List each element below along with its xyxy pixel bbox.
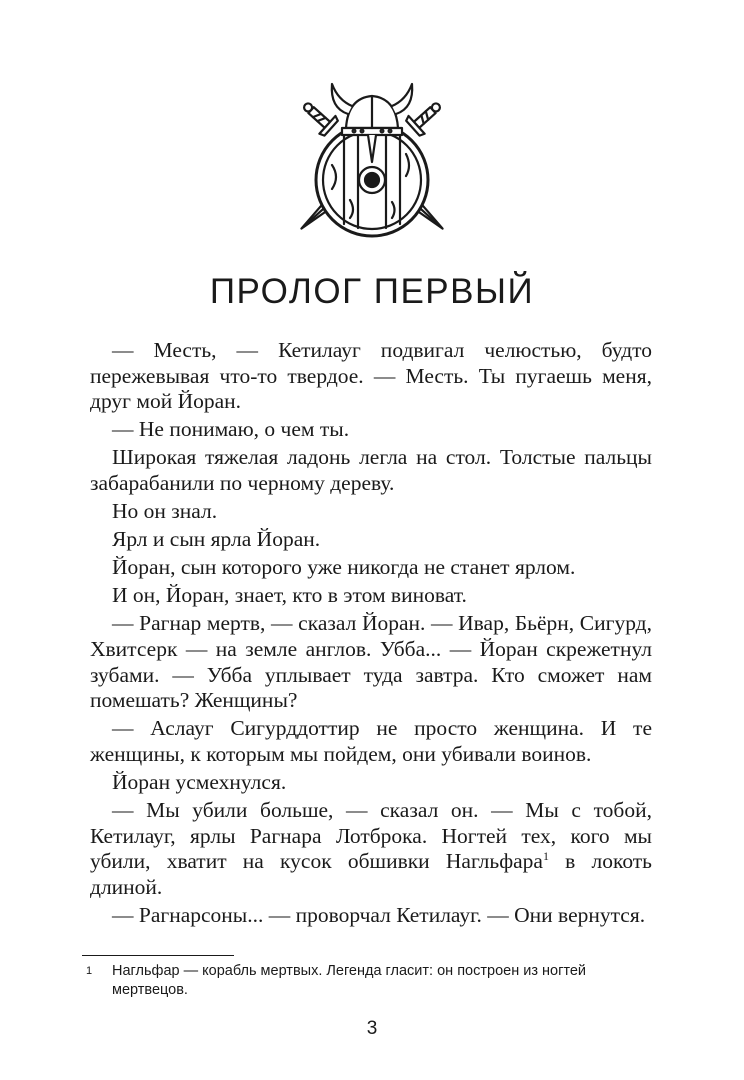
footnote-mark: 1: [86, 965, 93, 977]
paragraph: Йоран, сын которого уже никогда не станет ярлом.: [112, 555, 576, 580]
paragraph: — Рагнарсоны... — проворчал Кетилауг. — Они вернутся.: [112, 902, 646, 927]
paragraph: — Рагнар мертв, — сказал Йоран. — Ивар, Бьёрн, Сигурд, Хвитсерк — на земле англов. Убба... — Йоран скрежетнул зубами. — Убба уплывает туда завтра. Кто сможет нам помешать? Женщины?: [90, 611, 652, 713]
paragraph: — Не понимаю, о чем ты.: [112, 417, 350, 442]
paragraph: Ярл и сын ярла Йоран.: [112, 527, 321, 552]
footnote-reference[interactable]: 1: [542, 849, 549, 864]
footnote-divider: [82, 955, 234, 956]
chapter-title: ПРОЛОГ ПЕРВЫЙ: [209, 272, 535, 311]
viking-shield-swords-icon: [292, 70, 452, 260]
paragraph: И он, Йоран, знает, кто в этом виноват.: [112, 583, 467, 608]
paragraph-text: — Мы убили больше, — сказал он. — Мы с тобой, Кетилауг, ярлы Рагнара Лотброка. Ногтей тех, кого мы убили, хватит на кусок обшивки Нагльфара: [90, 798, 652, 874]
paragraph: — Аслауг Сигурддоттир не просто женщина. И те женщины, к которым мы пойдем, они убивали воинов.: [90, 716, 652, 766]
paragraph: Но он знал.: [112, 499, 218, 524]
footnote: [86, 962, 656, 1000]
footnote-text: Нагльфар — корабль мертвых. Легенда гласит: он построен из ногтей мертвецов.: [112, 963, 587, 998]
paragraph: Йоран усмехнулся.: [112, 770, 287, 794]
page-number: 3: [366, 1018, 378, 1039]
paragraph: Широкая тяжелая ладонь легла на стол. Толстые пальцы забарабанили по черному дереву.: [90, 445, 652, 495]
body-text: [90, 338, 652, 931]
paragraph: — Месть, — Кетилауг подвигал челюстью, будто пережевывая что-то твердое. — Месть. Ты пугаешь меня, друг мой Йоран.: [90, 338, 652, 414]
paragraph-text-continued: в локоть длиной.: [90, 849, 652, 899]
paragraph-with-footnote: [90, 798, 652, 900]
